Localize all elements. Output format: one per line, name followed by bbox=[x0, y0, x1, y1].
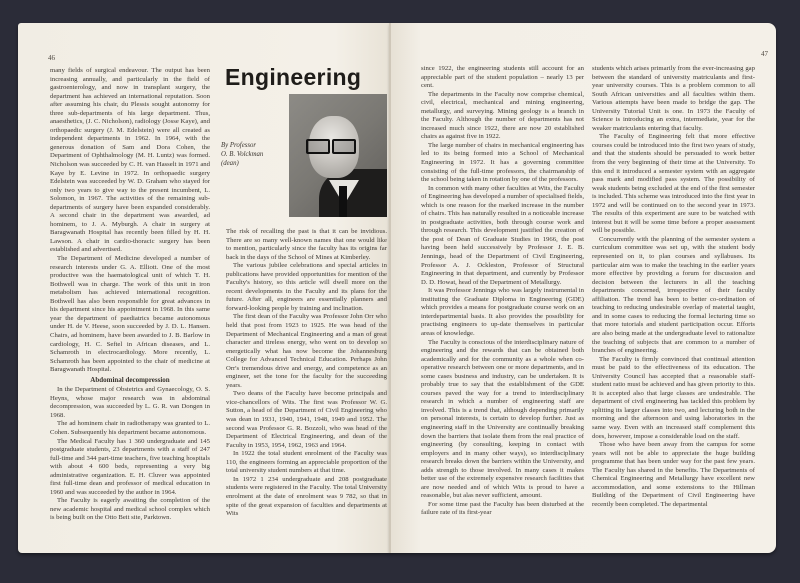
paragraph: The various jubilee celebrations and special articles in publications have provided opportunities for mention of the Faculty's history, so this article will dwell more on the recent developments in the Faculty and its plans for the future. After all, engineers are essentially planners and forward-looking people by training and inclination. bbox=[226, 262, 387, 312]
paragraph: The Department of Medicine developed a number of research interests under G. A. Elliott. One of the most productive was the haematological unit of which T. H. Bothwell was in charge. The work of this unit in iron metabolism has achieved international recognition. Bothwell has also been responsible for great advances in his department since his appointment in 1968. In this same year the department of paediatrics became autonomous under H. de V. Heese, soon succeeded by J. D. L. Hansen. Chairs, ad hominem, have been awarded to J. B. Barlow in cardiology, H. C. Seftel in African diseases, and L. Schamroth in electrocardiology. More recently, L. Schamroth has been appointed to the chair of medicine at Baragwanath Hospital. bbox=[50, 255, 210, 374]
paragraph: It was Professor Jennings who was largely instrumental in instituting the Graduate Diploma in Engineering (GDE) which provides a means for postgraduate course work on an interdepartmental basis. It also provides the possibility for practising engineers to up-date themselves in particular areas of knowledge. bbox=[421, 287, 584, 337]
paragraph: The Faculty of Engineering felt that more effective courses could be introduced into the first two years of study, and that the students should be persuaded to work better from the very beginning of their time at the University. To this end it introduced a semester system with an aggregate pass mark and modified pass system. The possibility of weak students being excluded at the end of the first semester is included. This scheme was introduced into the first year in 1972 and will be continued on to the second year in 1973. The results of this experiment are sure to be watched with interest but it will be some time before a proper assessment will be possible. bbox=[592, 133, 755, 235]
paragraph: In 1922 the total student enrolment of the Faculty was 110, the engineers forming an appreciable proportion of the total university student numbers at that time. bbox=[226, 450, 387, 475]
portrait-glasses bbox=[304, 139, 358, 151]
article-byline bbox=[221, 141, 281, 168]
paragraph: The large number of chairs in mechanical engineering has led to its being formed into a School of Mechanical Engineering in 1972. It has a governing committee consisting of the full-time professors, the chairmanship of the school being taken in rotation by one of the professors. bbox=[421, 141, 584, 184]
paragraph: The Faculty is conscious of the interdisciplinary nature of engineering and the rewards that can be obtained both academically and for the community as a whole when co-operative research between one or more departments, and in some cases business and industry, can be undertaken. It is probably true to say that the establishment of the GDE courses paved the way for a trend to interdisciplinary research in which a number of engineering staff are involved. This is a trend that, although depending primarily on personal interests, is certain to develop further. Just as engineering staff in the University are continually breaking down the barriers that isolate them from the real practice of engineering (by consulting, keeping in contact with employers and in many other ways), so interdisciplinary research breaks down the barriers within the University, and adds strength to those involved. In many cases it makes better use of the extremely expensive research facilities that are now needed and of which Wits is proud to have a reasonable, but alas never sufficient, amount. bbox=[421, 338, 584, 500]
subheading: Abdominal decompression bbox=[90, 375, 170, 384]
author-portrait-photo bbox=[289, 94, 387, 217]
paragraph: since 1922, the engineering students still account for an appreciable part of the student population – nearly 13 per cent. bbox=[421, 65, 584, 90]
paragraph: Concurrently with the planning of the semester system a curriculum committee was set up, with the student body represented on it, to plan courses and syllabuses. Its particular aim was to make the teaching in the earlier years more effective by providing a forum for discussion and decision between the lecturers in all the teaching departments concerned, irrespective of their faculty affiliation. The trend has been to better co-ordination of teaching to reducing undesirable overlap of material taught, and in some cases to reducing the formal lecturing time so that more tutorials and student participation occur. Efforts are also being made at the undergraduate level to rationalize the teaching of subjects that are common to a number of branches of engineering. bbox=[592, 235, 755, 355]
paragraph: The departments in the Faculty now comprise chemical, civil, electrical, mechanical and mining engineering, metallurgy, and surveying. Mining geology is a branch in the Faculty. Although the number of departments has not increased much since 1922, there are now 20 established chairs as against five in 1922. bbox=[421, 90, 584, 141]
paragraph: The ad hominem chair in radiotherapy was granted to L. Cohen. Subsequently his department became autonomous. bbox=[50, 420, 210, 436]
paragraph: In 1972 1 234 undergraduate and 208 postgraduate students were registered in the Faculty. The total University enrolment at the date of enrolment was 9 782, so that in spite of the great expansion of faculties and departments at Wits bbox=[226, 475, 387, 518]
paragraph: students which arises primarily from the ever-increasing gap between the standard of university matriculants and first-year university courses. This is a problem common to all South African universities and all faculties within them. Various attempts have been made to bridge the gap. The University Tutorial Unit is one. In 1973 the Faculty of Science is introducing an extra, intermediate, year for the weaker matriculants entering that faculty. bbox=[592, 65, 755, 132]
portrait-tie bbox=[339, 186, 347, 217]
paragraph: many fields of surgical endeavour. The output has been increasing annually, and particularly in the field of gastroenterology, and now in transplant surgery, the department has achieved an international reputation. Soon after assuming his chair, du Plessis sought autonomy for three sub-departments of his large department. Thus, anaesthetics, (J. C. Nicholson), radiology (Josse Kaye), and orthopaedic surgery (J. M. Edelstein) were all created as independent departments in 1962. In 1964, with the generous donation of Sam and Dora Cohen, the Department of Ophthalmology (M. H. Luntz) was formed. Nicholson was succeeded by C. H. van Hasselt in 1971 and Kaye by E. Levine in 1972. In orthopaedic surgery Edelstein was succeeded by W. D. Graham who stayed for only two years to give way to the present incumbent, L. Solomon, in 1967. The activities of the remaining sub-departments of surgery have been expanded considerably. A second chair in the department was awarded, ad hominem, to J. A. Myburgh. A chair in surgery at Baragwanath Hospital has recently been filled by H. H. Lawson. A chair in cardio-thoracic surgery has been established and advertised. bbox=[50, 67, 210, 254]
paragraph: In common with many other faculties at Wits, the Faculty of Engineering has developed a number of specialised fields, which is one reason for the marked increase in the number of chairs. This has naturally resulted in a noticeable increase in postgraduate activities, both through course work and through research. This development justified the creation of the post of Dean of Graduate Studies in 1966, the post having been held successively by Professor J. E. B. Jennings, head of the Department of Civil Engineering, Professor A. J. Ockleston, Professor of Structural Engineering in that department, and currently by Professor D. D. Howat, head of the Department of Metallurgy. bbox=[421, 184, 584, 286]
paragraph: The risk of recalling the past is that it can be invidious. There are so many well-known names that one would like to mention, particularly since the faculty has its origins far back in the days of the School of Mines at Kimberley. bbox=[226, 228, 387, 261]
paragraph: The first dean of the Faculty was Professor John Orr who held that post from 1923 to 1925. He was head of the Department of Mechanical Engineering and a man of great character and tireless energy, who went on to develop so energetically what has now become the Johannesburg College for Advanced Technical Education. Perhaps John Orr's tremendous drive and energy, and competence as an engineer, set the tone for the faculty for the succeeding years. bbox=[226, 313, 387, 389]
article-title: Engineering bbox=[225, 64, 362, 90]
page-number-right: 47 bbox=[761, 50, 768, 58]
paragraph: For some time past the Faculty has been disturbed at the failure rate of its first-year bbox=[421, 500, 584, 517]
paragraph: Two deans of the Faculty have become principals and vice-chancellors of Wits. The first was Professor W. G. Sutton, a head of the Department of Civil Engineering who was dean in 1931, 1940, 1941, 1948, 1949 and 1952. The second was Professor G. R. Bozzoli, who was head of the Department of Electrical Engineering, and dean of the Faculty in 1953, 1954, 1962, 1963 and 1964. bbox=[226, 390, 387, 449]
paragraph: Those who have been away from the campus for some years will not be able to appreciate the huge building programme that has been under way for the past few years. The Faculty has shared in the benefits. The Departments of Chemical Engineering and Metallurgy have excellent new accommodation, and some extensions to the Hillman Building of the Department of Civil Engineering have recently been completed. The departmental bbox=[592, 441, 755, 508]
paragraph: The Medical Faculty has 1 360 undergraduate and 145 postgraduate students, 23 departments with a staff of 247 full-time and 344 part-time teachers, five teaching hospitals with about 4 600 beds, representing a very big administrative organization. E. H. Cluver was appointed first full-time dean and professor of medical education in 1960 and was succeeded by the author in 1964. bbox=[50, 437, 210, 496]
right-page-column-2 bbox=[592, 65, 755, 509]
paragraph: The Faculty is firmly convinced that continual attention must be paid to the effectiveness of its education. The University Council has accepted that a reasonable staff-student ratio must be achieved and has given priority to this. It is accepted also that large classes are undesirable. The department of civil engineering has tackled this problem by splitting its larger classes into two, and lecturing both in the morning and the afternoon and using laboratories in the same way. Even with an increased staff complement this does, however, impose a considerable load on the staff. bbox=[592, 355, 755, 440]
page-number-left: 46 bbox=[48, 54, 55, 62]
left-page-column-2 bbox=[226, 228, 387, 519]
book-gutter bbox=[389, 23, 391, 553]
right-page-column-1 bbox=[421, 65, 584, 518]
paragraph: The Faculty is eagerly awaiting the completion of the new academic hospital and medical school complex which is being built on the Otto Beit site, Parktown. bbox=[50, 497, 210, 522]
byline-role: (dean) bbox=[221, 160, 239, 167]
left-page-column-1 bbox=[50, 67, 210, 523]
byline-line: By Professor bbox=[221, 142, 257, 149]
paragraph: In the Department of Obstetrics and Gynaecology, O. S. Heyns, whose major research was in abdominal decompression, was succeeded by L. G. R. van Dongen in 1968. bbox=[50, 386, 210, 419]
byline-author: O. B. Volckman bbox=[221, 151, 264, 158]
